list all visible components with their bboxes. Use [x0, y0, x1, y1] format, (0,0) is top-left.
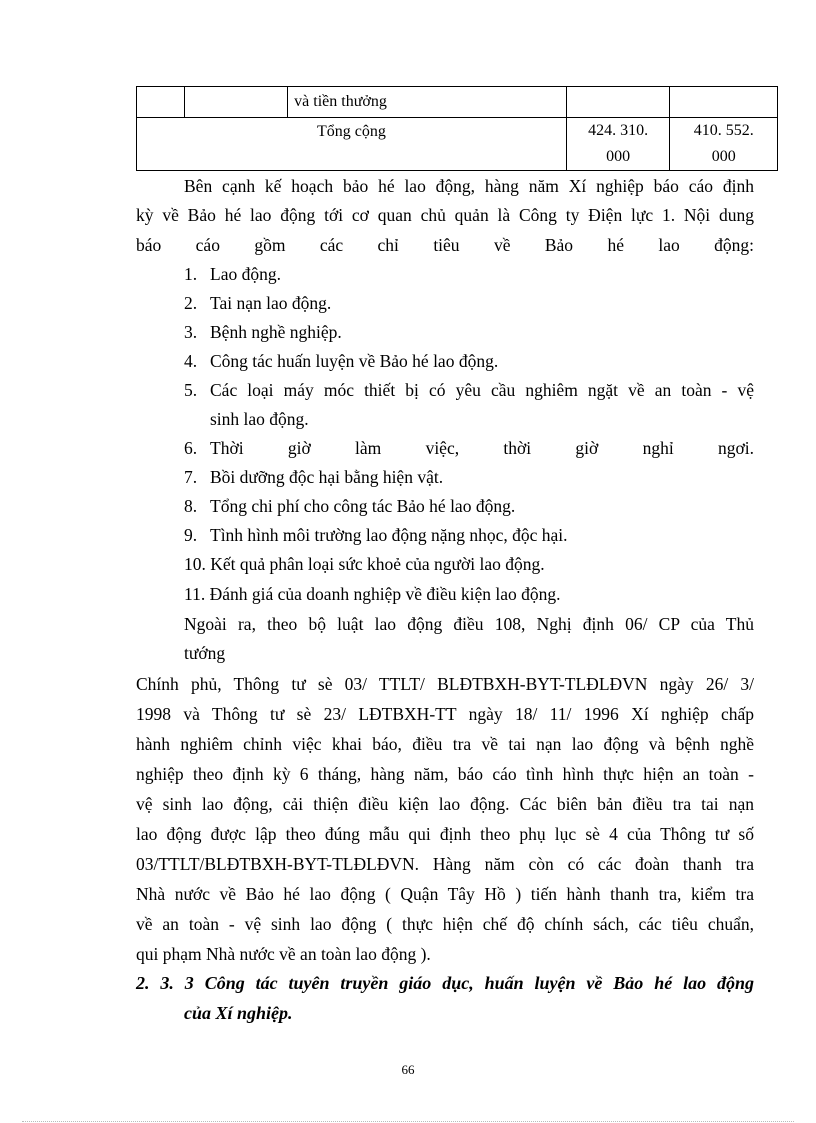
total-label: Tổng cộng [137, 118, 567, 171]
list-item: 11. Đánh giá của doanh nghiệp về điều kiện lao động. [184, 584, 561, 604]
total-value-2-line1: 410. 552. [693, 122, 754, 139]
paragraph-2-last-line: qui phạm Nhà nước về an toàn lao động ). [136, 944, 431, 964]
list-item: 7. Bồi dưỡng độc hại bằng hiện vật. [184, 467, 444, 487]
table-cell [566, 87, 670, 118]
list-item: 1. Lao động. [184, 264, 281, 284]
page-number: 66 [401, 1062, 415, 1077]
paragraph-2-line: về an toàn - vệ sinh lao động ( thực hiện chế độ chính sách, các tiêu chuẩn, [136, 914, 754, 934]
paragraph-2-line: lao động được lập theo đúng mẫu qui định theo phụ lục sè 4 của Thông tư số [136, 824, 754, 844]
paragraph-2-line: 03/TTLT/BLĐTBXH-BYT-TLĐLĐVN. Hàng năm còn có các đoàn thanh tra [136, 854, 754, 874]
list-item: 10. Kết quả phân loại sức khoẻ của người lao động. [184, 554, 545, 574]
paragraph-2-line-2: tướng [184, 643, 226, 663]
table-row-total [137, 118, 778, 171]
section-heading-line-2: của Xí nghiệp. [184, 1003, 293, 1023]
budget-table [136, 86, 778, 171]
section-heading: 2. 3. 3 Công tác tuyên truyền giáo dục, huấn luyện về Bảo hé lao động [136, 973, 754, 993]
paragraph-2-line: Nhà nước về Bảo hé lao động ( Quận Tây Hồ ) tiến hành thanh tra, kiểm tra [136, 884, 754, 904]
total-value-1-line1: 424. 310. [588, 122, 649, 139]
paragraph-2-line: nghiệp theo định kỳ 6 tháng, hàng năm, báo cáo tình hình thực hiện an toàn - [136, 764, 754, 784]
list-item: 2. Tai nạn lao động. [184, 293, 332, 313]
paragraph-2-line-1: Ngoài ra, theo bộ luật lao động điều 108, Nghị định 06/ CP của Thủ [184, 614, 754, 634]
list-item: 6. Thời giờ làm việc, thời giờ nghỉ ngơi. [184, 438, 754, 458]
paragraph-1-line-2: kỳ về Bảo hé lao động tới cơ quan chủ quản là Công ty Điện lực 1. Nội dung [136, 205, 754, 225]
total-value-2 [670, 118, 778, 171]
paragraph-1-line-1: Bên cạnh kế hoạch bảo hé lao động, hàng năm Xí nghiệp báo cáo định [184, 176, 754, 196]
list-item: 8. Tổng chi phí cho công tác Bảo hé lao động. [184, 496, 516, 516]
list-item-continuation: sinh lao động. [210, 409, 309, 429]
list-item: 9. Tình hình môi trường lao động nặng nhọc, độc hại. [184, 525, 568, 545]
table-row [137, 87, 778, 118]
total-value-1 [566, 118, 670, 171]
list-item: 5. Các loại máy móc thiết bị có yêu cầu nghiêm ngặt về an toàn - vệ [184, 380, 754, 400]
total-value-2-line2: 000 [711, 148, 736, 165]
table-cell [185, 87, 288, 118]
paragraph-1-line-3: báo cáo gồm các chỉ tiêu về Bảo hé lao động: [136, 235, 754, 255]
total-value-1-line2: 000 [606, 148, 631, 165]
page-bottom-border [22, 1121, 794, 1122]
paragraph-2-line: Chính phủ, Thông tư sè 03/ TTLT/ BLĐTBXH-BYT-TLĐLĐVN ngày 26/ 3/ [136, 674, 754, 694]
table-cell [670, 87, 778, 118]
list-item: 4. Công tác huấn luyện về Bảo hé lao động. [184, 351, 499, 371]
table-cell [137, 87, 185, 118]
paragraph-2-line: hành nghiêm chỉnh việc khai báo, điều tra về tai nạn lao động và bệnh nghề [136, 734, 754, 754]
paragraph-2-line: vệ sinh lao động, cải thiện điều kiện lao động. Các biên bản điều tra tai nạn [136, 794, 754, 814]
table-cell-item: và tiền thưởng [288, 87, 567, 118]
list-item: 3. Bệnh nghề nghiệp. [184, 322, 342, 342]
paragraph-2-line: 1998 và Thông tư sè 23/ LĐTBXH-TT ngày 18/ 11/ 1996 Xí nghiệp chấp [136, 704, 754, 724]
